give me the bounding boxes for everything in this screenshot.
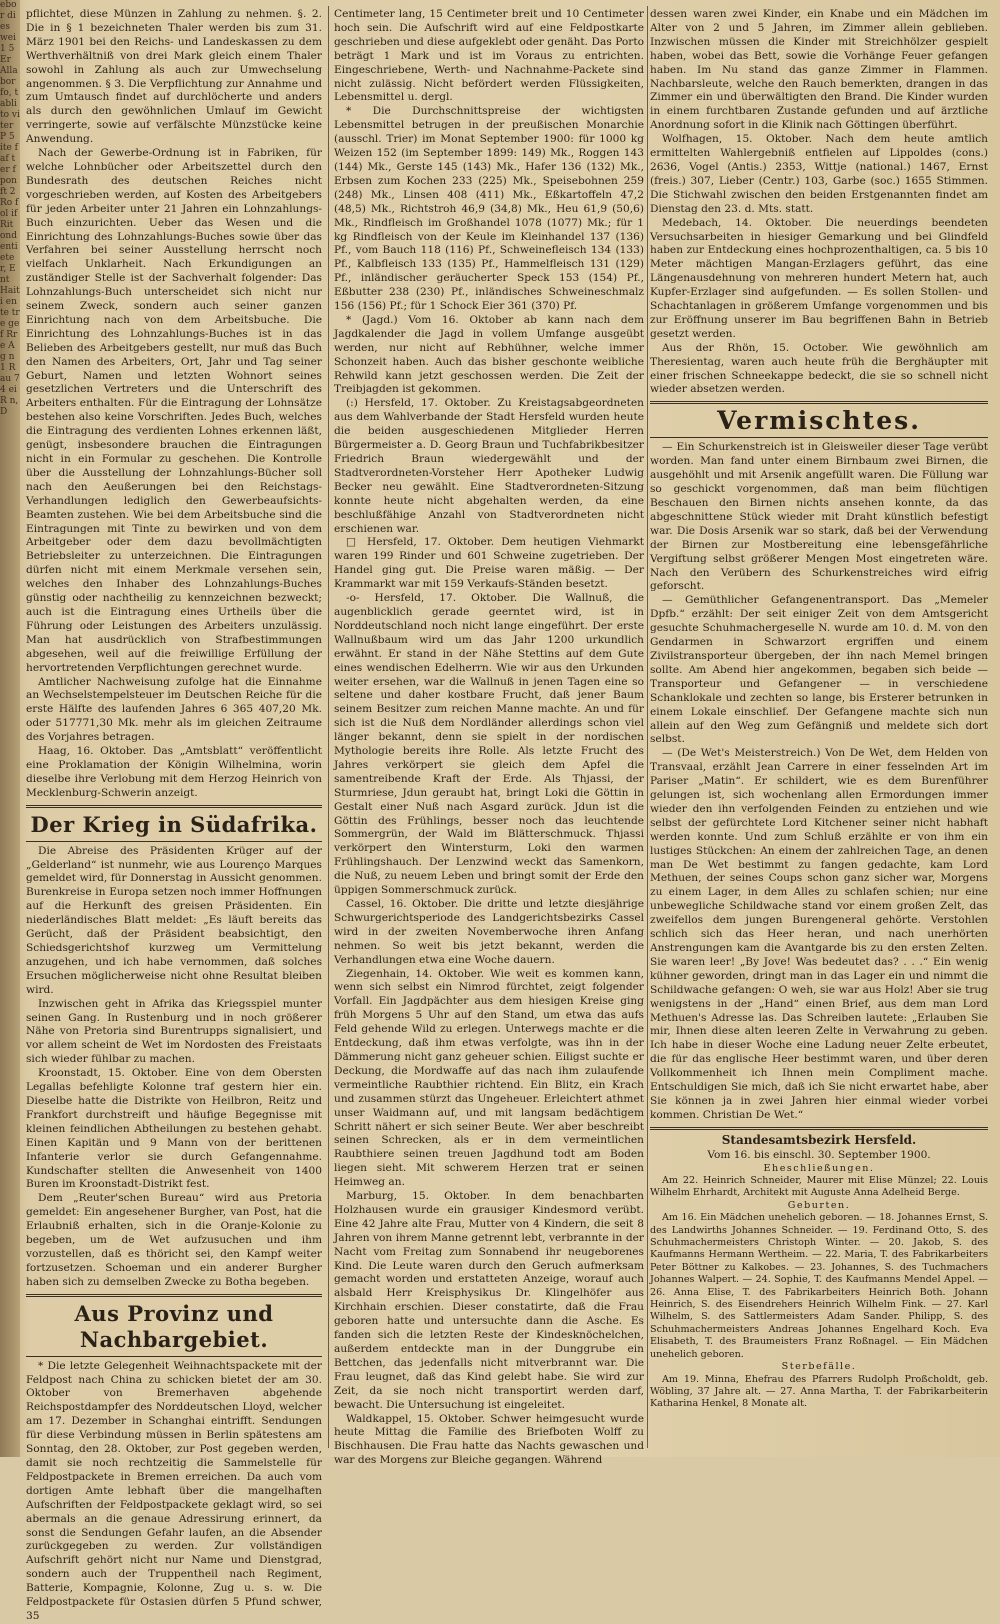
column-3 bbox=[650, 8, 988, 1448]
article-paragraph: — Ein Schurkenstreich ist in Gleisweiler dieser Tage verübt worden. Man fand unter einem Birnbaum zwei Birnen, die ausgehöhlt und mit Arsenik angefüllt waren. Die Füllung war so geschickt vorgenommen, daß man beim flüchtigen Beschauen den Birnen nichts ansehen konnte, da das abgeschnittene Stück wieder mit Draht künstlich befestigt war. Die Dosis Arsenik war so stark, daß bei der Verwendung der Birnen zur Mostbereitung eine lebensgefährliche Vergiftung selbst größerer Mengen Most eingetreten wäre. Nach den Verübern des Schurkenstreiches wird eifrig geforscht. bbox=[650, 441, 988, 593]
article-paragraph: □ Hersfeld, 17. Oktober. Dem heutigen Viehmarkt waren 199 Rinder und 601 Schweine zugetrieben. Der Handel ging gut. Die Preise waren mäßig. — Der Krammarkt war mit 159 Verkaufs-Ständen besetzt. bbox=[334, 536, 644, 591]
article-paragraph: Dem „Reuter'schen Bureau“ wird aus Pretoria gemeldet: Ein angesehener Burgher, van Post, hat die Erlaubniß erhalten, sich in die Oranje-Kolonie zu begeben, um de Wet aufzusuchen und ihm vorzustellen, daß es thöricht sei, den Kampf weiter fortzusetzen. Schoeman und ein anderer Burgher haben sich zu demselben Zwecke zu Botha begeben. bbox=[26, 1192, 322, 1288]
article-paragraph: Wolfhagen, 15. Oktober. Nach dem heute amtlich ermittelten Wahlergebniß entfielen auf Lippoldes (cons.) 2636, Vogel (Antis.) 2353, Wittje (national.) 1467, Ernst (freis.) 307, Lieber (Centr.) 103, Garbe (soc.) 1655 Stimmen. Die Stichwahl zwischen den beiden Erstgenannten findet am Dienstag den 23. d. Mts. statt. bbox=[650, 133, 988, 215]
article-paragraph: (:) Hersfeld, 17. Oktober. Zu Kreistagsabgeordneten aus dem Wahlverbande der Stadt Hersfeld wurden heute die beiden ausgeschiedenen Mitglieder Herren Bürgermeister a. D. Georg Braun und Tuchfabrikbesitzer Friedrich Braun wiedergewählt und der Stadtverordneten-Vorsteher Herr Apotheker Ludwig Becker neu gewählt. Eine Stadtverordneten-Sitzung konnte heute nicht abgehalten werden, da eine beschlußfähige Anzahl von Stadtverordneten nicht erschienen war. bbox=[334, 397, 644, 535]
register-date: Vom 16. bis einschl. 30. September 1900. bbox=[707, 1148, 931, 1161]
column-rule-2 bbox=[647, 6, 648, 1448]
section-divider bbox=[650, 401, 988, 404]
column-1 bbox=[26, 8, 322, 1622]
article-paragraph: Waldkappel, 15. Oktober. Schwer heimgesucht wurde heute Mittag die Familie des Briefboten Wolff zu Bischhausen. Die Frau hatte das Nachts gewaschen und war des Morgens zur Bleiche gegangen. Während bbox=[334, 1412, 644, 1467]
article-paragraph: Marburg, 15. Oktober. In dem benachbarten Holzhausen wurde ein grausiger Kindesmord verübt. Eine 42 Jahre alte Frau, Mutter von 4 Kindern, die seit 8 Jahren von ihrem Manne getrennt lebt, verbrannte in der Nacht vom Freitag zum Sonnabend ihr neugeborenes Kind. Die Leute waren durch den Geruch aufmerksam gemacht worden und erstatteten Anzeige, worauf auch alsbald Herr Kreisphysikus Dr. Klingelhöfer aus Kirchhain erschien. Dieser constatirte, daß die Frau geboren hatte und untersuchte dann die Asche. Es fanden sich die letzten Reste der Kindesknöchelchen, außerdem entdeckte man in der Dunggrube ein Bettchen, das jedenfalls nicht mitverbrannt war. Die Frau leugnet, daß das Kind gelebt habe. Sie wird zur Zeit, da sie noch nicht transportirt werden darf, bewacht. Die Untersuchung ist eingeleitet. bbox=[334, 1190, 644, 1411]
article-paragraph: * (Jagd.) Vom 16. Oktober ab kann nach dem Jagdkalender die Jagd in vollem Umfange ausgeübt werden, nur nicht auf Rebhühner, welche immer Schonzeit haben. Auch das bisher geschonte weibliche Rehwild kann jetzt geschossen werden. Die Zeit der Treibjagden ist gekommen. bbox=[334, 313, 644, 396]
section-divider bbox=[26, 1356, 322, 1357]
article-paragraph: Nach der Gewerbe-Ordnung ist in Fabriken, für welche Lohnbücher oder Arbeitszettel durch den Bundesrath des deutschen Reiches nicht vorgeschrieben werden, auf Kosten des Arbeitgebers für jeden Arbeiter unter 21 Jahren ein Lohnzahlungs-Buch einzurichten. Ueber das Wesen und die Einrichtung des Lohnzahlungs-Buches sowie über das Verfahren bei seiner Ausstellung herrscht noch vielfach Unklarheit. Nach Erkundigungen an zuständiger Stelle ist der Sachverhalt folgender: Das Lohnzahlungs-Buch unterscheidet sich nicht nur seinem Zweck, sondern auch seiner ganzen Einrichtung nach von dem Arbeitsbuche. Die Einrichtung des Lohnzahlungs-Buches ist in das Belieben des Arbeitgebers gestellt, nur muß das Buch den Namen des Arbeiters, Ort, Jahr und Tag seiner Geburt, Namen und letzten Wohnort seines gesetzlichen Vertreters und die Unterschrift des Arbeiters enthalten. Für die Eintragung der Lohnsätze bestehen also keine Vorschriften. Jedes Buch, welches die Eintragung des verdienten Lohnes erkennen läßt, genügt, insbesondere brauchen die Eintragungen nicht in ein Formular zu geschehen. Die Kontrolle über die Ausstellung der Lohnzahlungs-Bücher soll nach den Aeußerungen bei den Reichstags-Verhandlungen lediglich den Gewerbeaufsichts-Beamten zustehen. Wie bei dem Arbeitsbuche sind die Eintragungen mit Tinte zu bewirken und von dem Arbeitgeber oder dem dazu bevollmächtigten Betriebsleiter zu unterzeichnen. Die Eintragungen dürfen nicht mit einem Merkmale versehen sein, welches den Inhaber des Lohnzahlungs-Buches günstig oder nachtheilig zu kennzeichnen bezweckt; auch ist die Eintragung eines Urtheils über die Führung oder Leistungen des Arbeiters unzulässig. Man hat ausdrücklich von Strafbestimmungen abgesehen, weil auf die freiwillige Erfüllung der hervortretenden Verpflichtungen gerechnet wurde. bbox=[26, 147, 322, 674]
article-paragraph: Inzwischen geht in Afrika das Kriegsspiel munter seinen Gang. In Rustenburg und in noch größerer Nähe von Pretoria sind Burentrupps signalisiert, und vor allem scheint de Wet im Nordosten des Freistaats sich wieder fühlbar zu machen. bbox=[26, 997, 322, 1066]
section-heading-war-south-africa: Der Krieg in Südafrika. bbox=[30, 811, 318, 837]
left-margin-gutter: ebor dies wei 1 5 Er Alla bor fo, tabli to vi ter P 5 ite f af ter f pon ft 2 Ro fol if Rit ond enti eter, Ent Haiti ente tre gef Rr e Ag n 1 Rau 7 4 ei R n, D bbox=[0, 0, 20, 1457]
column-2 bbox=[334, 8, 644, 1467]
section-divider bbox=[26, 805, 322, 808]
column-rule-1 bbox=[328, 6, 329, 1448]
article-paragraph: Centimeter lang, 15 Centimeter breit und 10 Centimeter hoch sein. Die Aufschrift wird auf eine Feldpostkarte geschrieben und diese aufgeklebt oder genäht. Das Porto beträgt 1 Mark und ist im Voraus zu entrichten. Eingeschriebene, Werth- und Nachnahme-Packete sind nicht zulässig. Nicht befördert werden Flüssigkeiten, Lebensmittel u. dergl. bbox=[334, 8, 644, 104]
article-paragraph: Medebach, 14. Oktober. Die neuerdings beendeten Versuchsarbeiten in hiesiger Gemarkung und bei Glindfeld haben zur Entdeckung eines hochprozenthaltigen, ca. 5 bis 10 Meter mächtigen Mangan-Erzlagers geführt, das eine Längenausdehnung von mehreren hundert Metern hat, auch Kupfer-Erzlager sind aufgefunden. — Es sollen Stollen- und Schachtanlagen in größerem Umfange vorgenommen und bis zur Eröffnung unserer im Bau begriffenen Bahn in Betrieb gesetzt werden. bbox=[650, 216, 988, 340]
register-births-title: Geburten. bbox=[787, 1199, 851, 1211]
article-paragraph: Cassel, 16. Oktober. Die dritte und letzte diesjährige Schwurgerichtsperiode des Landgerichtsbezirks Cassel wird in der zweiten Novemberwoche ihren Anfang nehmen. So weit bis jetzt bekannt, werden die Verhandlungen etwa eine Woche dauern. bbox=[334, 898, 644, 966]
article-paragraph: * Die Durchschnittspreise der wichtigsten Lebensmittel betrugen in der preußischen Monarchie (ausschl. Trier) im Monat September 1900: für 1000 kg Weizen 152 (im September 1899: 149) Mk., Roggen 143 (144) Mk., Gerste 145 (143) Mk., Hafer 136 (132) Mk., Erbsen zum Kochen 233 (225) Mk., Speisebohnen 259 (248) Mk., Linsen 408 (411) Mk., Eßkartoffeln 47,2 (48,5) Mk., Richtstroh 46,9 (34,8) Mk., Heu 61,9 (50,6) Mk., Rindfleisch im Großhandel 1078 (1077) Mk.; für 1 kg Rindfleisch von der Keule im Kleinhandel 137 (136) Pf., vom Bauch 118 (116) Pf., Schweinefleisch 134 (133) Pf., Kalbfleisch 133 (135) Pf., Hammelfleisch 131 (129) Pf., inländischer geräucherter Speck 153 (154) Pf., Eßbutter 238 (230) Pf., inländisches Schweineschmalz 156 (156) Pf.; für 1 Schock Eier 361 (370) Pf. bbox=[334, 105, 644, 313]
article-paragraph: Aus der Rhön, 15. October. Wie gewöhnlich am Theresientag, waren auch heute früh die Berghäupter mit einer frischen Schneekappe bedeckt, die sie so schnell nicht wieder absetzen werden. bbox=[650, 341, 988, 396]
article-paragraph: — Gemüthlicher Gefangenentransport. Das „Memeler Dpfb.“ erzählt: Der seit einiger Zeit von dem Amtsgericht gesuchte Schuhmachergeselle N. wurde am 10. d. M. von den Gendarmen in Schwarzort ergriffen und einem Zivilstransporteur übergeben, der ihn nach Memel bringen sollte. Am Abend hier angekommen, begaben sich beide — Transporteur und Gefangener — in verschiedene Schanklokale und zechten so lange, bis Ersterer betrunken in einem Lokale einschlief. Der Gefangene machte sich nun allein auf den Weg zum Gefängniß und meldete sich dort selbst. bbox=[650, 594, 988, 746]
article-paragraph: * Die letzte Gelegenheit Weihnachtspackete mit der Feldpost nach China zu schicken bietet der am 30. Oktober von Bremerhaven abgehende Reichspostdampfer des Norddeutschen Lloyd, welcher am 17. Dezember in Schanghai eintrifft. Sendungen für diese Verbindung müssen in Berlin spätestens am Sonntag, den 28. Oktober, zur Post gegeben werden, damit sie noch rechtzeitig die Sammelstelle für Feldpostpackete in Bremen erreichen. Da auch vom dortigen Amte lebhaft über die mangelhaften Aufschriften der Feldpostpackete geklagt wird, so sei abermals an die genaue Adressirung erinnert, da sonst die Sendungen Gefahr laufen, an die Absender zurückgegeben zu werden. Zur vollständigen Aufschrift gehört nicht nur Name und Dienstgrad, sondern auch der Truppentheil nach Regiment, Batterie, Kompagnie, Kolonne, Zug u. s. w. Die Feldpostpackete für Ostasien dürfen 5 Pfund schwer, 35 bbox=[26, 1359, 322, 1622]
article-paragraph: — (De Wet's Meisterstreich.) Von De Wet, dem Helden von Transvaal, erzählt Jean Carrere in einer fesselnden Art im Pariser „Matin“. Er schildert, wie es dem Burenführer gelungen ist, sich wochenlang allen Ermordungen immer wieder den ihn verfolgenden Feinden zu entziehen und wie selbst der gefürchtete Lord Kitchener seiner nicht habhaft werden konnte. Und zum Schluß erzählte er von ihm ein lustiges Stückchen: An einem der zahlreichen Tage, an denen man De Wet bestimmt zu fangen gedachte, kam Lord Methuen, der seines Coups schon ganz sicher war, Morgens zu einem Lager, in dem Alles zu schlafen schien; nur eine unbewegliche Schildwache stand vor einem großen Zelt, das zweifellos dem jungen Burengeneral gehörte. Verstohlen schlich sich das Heer heran, und nach unerhörten Anstrengungen kam die Avantgarde bis zu den ersten Zelten. Sie waren leer! „By Jove! Was bedeutet das? . . .“ Ein wenig kühner geworden, dringt man in das Lager ein und nimmt die Schildwache gefangen: O weh, sie war aus Holz! Aber sie trug wenigstens in der „Hand“ einen Brief, aus dem man Lord Methuen's Adresse las. Das Schreiben lautete: „Erlauben Sie mir, Ihnen diese alten leeren Zelte in Verwahrung zu geben. Ich habe in dieser Woche eine Ladung neuer Zelte erbeutet, die für das englische Heer bestimmt waren, und über deren Vollkommenheit ich Ihnen mein Compliment mache. Entschuldigen Sie mich, daß ich Sie nicht erwartet habe, aber Sie können ja in zwei Jahren hier einmal wieder vorbei kommen. Christian De Wet.“ bbox=[650, 747, 988, 1121]
article-paragraph: Die Abreise des Präsidenten Krüger auf der „Gelderland“ ist nunmehr, wie aus Lourenço Marques gemeldet wird, für Donnerstag in Aussicht genommen. Burenkreise in Europa setzen noch immer Hoffnungen auf die Herkunft des greisen Präsidenten. Ein niederländisches Blatt meldet: „Es läuft bereits das Gerücht, daß der Präsident beabsichtigt, den Schiedsgerichtshof kurzweg um Vermittelung anzugehen, und ich habe vernommen, daß solches Ersuchen möglicherweise nicht ohne Resultat bleiben wird. bbox=[26, 844, 322, 996]
section-divider bbox=[26, 1294, 322, 1297]
section-heading-province: Aus Provinz und Nachbargebiet. bbox=[74, 1300, 274, 1352]
register-deaths: Am 19. Minna, Ehefrau des Pfarrers Rudolph Proßcholdt, geb. Wöbling, 37 Jahre alt. — 27. Anna Martha, T. der Fabrikarbeiterin Katharina Henkel, 8 Monate alt. bbox=[650, 1373, 988, 1410]
register-births: Am 16. Ein Mädchen unehelich geboren. — 18. Johannes Ernst, S. des Landwirths Johannes Schneider. — 19. Ferdinand Otto, S. des Schuhmachermeisters Christoph Winter. — 20. Jakob, S. des Kaufmanns Hermann Wertheim. — 22. Maria, T. des Fabrikarbeiters Peter Böttner zu Kalkobes. — 23. Johannes, S. des Tuchmachers Johannes Walpert. — 24. Sophie, T. des Kaufmanns Mendel Appel. — 26. Anna Elise, T. des Fabrikarbeiters Heinrich Both. Johann Heinrich, S. des Eisendrehers Heinrich Wilhelm Fink. — 27. Karl Wilhelm, S. des Sattlermeisters Adam Sander. Philipp, S. des Schuhmachermeisters Andreas Johannes Engelhard Koch. Eva Elisabeth, T. des Braumeisters Franz Roßnagel. — Ein Mädchen unehelich geboren. bbox=[650, 1212, 988, 1360]
article-paragraph: Ziegenhain, 14. Oktober. Wie weit es kommen kann, wenn sich selbst ein Nimrod fürchtet, zeigt folgender Vorfall. Ein Jagdpächter aus dem hiesigen Kreise ging früh Morgens 5 Uhr auf den Stand, um etwa das aufs Feld gehende Wild zu erlegen. Unterwegs machte er die Entdeckung, daß ihm etwas verfolgte, was ihn in der Dämmerung nicht ganz geheuer schien. Eiligst suchte er Deckung, die Mordwaffe auf das nach ihm zulaufende vermeintliche Raubthier richtend. Ein Blitz, ein Krach und zusammen stürzt das Ungeheuer. Erleichtert athmet unser Waidmann auf, und mit langsam bedächtigem Schritt nähert er sich seiner Beute. Wer aber beschreibt seinen Schrecken, als er in dem vermeintlichen Raubthiere seinen treuen Jagdhund todt am Boden liegen sieht. Mit schwerem Herzen trat er seinen Heimweg an. bbox=[334, 967, 644, 1189]
register-title: Standesamtsbezirk Hersfeld. bbox=[721, 1132, 917, 1147]
section-divider bbox=[650, 437, 988, 438]
article-paragraph: -o- Hersfeld, 17. Oktober. Die Wallnuß, die augenblicklich gerade geerntet wird, ist in Norddeutschland noch nicht lange eingeführt. Der erste Wallnußbaum wird um das Jahr 1200 urkundlich erwähnt. Er stand in der Nähe Stettins auf dem Gute eines wendischen Edelherrn. Wie wir aus den Urkunden weiter ersehen, war die Wallnuß in jenen Tagen eine so seltene und daher kostbare Frucht, daß jener Baum seinem Besitzer zum reichen Manne machte. An und für sich ist die Nuß dem Nordländer allerdings schon viel länger bekannt, denn sie spielt in der nordischen Mythologie bereits ihre Rolle. Als letzte Frucht des Jahres verkörpert sie gleich dem Apfel die samentreibende Kraft der Erde. Als Thjassi, der Sturmriese, Jdun geraubt hat, bringt Loki die Göttin in Gestalt einer Nuß nach Asgard zurück. Jdun ist die Göttin des Frühlings, besser noch das leuchtende Sommergrün, der Wald im Blätterschmuck. Thjassi verkörpert den Wintersturm, Loki den warmen Frühlingshauch. Der Lenzwind weckt das Samenkorn, die Nuß, zu neuem Leben und bringt somit der Erde den üppigen Sommerschmuck zurück. bbox=[334, 592, 644, 897]
section-divider bbox=[650, 1127, 988, 1130]
article-paragraph: Amtlicher Nachweisung zufolge hat die Einnahme an Wechselstempelsteuer im Deutschen Reiche für die erste Hälfte des laufenden Jahres 6 365 407,20 Mk. oder 517771,30 Mk. mehr als im gleichen Zeitraume des Vorjahres betragen. bbox=[26, 675, 322, 744]
article-paragraph: Kroonstadt, 15. Oktober. Eine von dem Obersten Legallas befehligte Kolonne traf gestern hier ein. Dieselbe hatte die Distrikte von Heilbron, Reitz und Frankfort durchstreift und häufige Begegnisse mit kleinen feindlichen Abtheilungen zu bestehen gehabt. Einen Kapitän und 9 Mann von der berittenen Infanterie verlor sie durch Gefangennahme. Kundschafter stellten die Anwesenheit von 1400 Buren im Kroonstadt-Distrikt fest. bbox=[26, 1067, 322, 1191]
article-paragraph: Haag, 16. Oktober. Das „Amtsblatt“ veröffentlicht eine Proklamation der Königin Wilhelmina, worin dieselbe ihre Verlobung mit dem Herzog Heinrich von Mecklenburg-Schwerin anzeigt. bbox=[26, 745, 322, 799]
article-paragraph: dessen waren zwei Kinder, ein Knabe und ein Mädchen im Alter von 2 und 5 Jahren, im Zimmer allein geblieben. Inzwischen müssen die Kinder mit Streichhölzer gespielt haben, wobei das Bett, sowie die Vorhänge Feuer gefangen haben. Im Nu stand das ganze Zimmer in Flammen. Nachbarsleute, welche den Rauch bemerkten, drangen in das Zimmer ein und überwältigten den Brand. Die Kinder wurden in einem furchtbaren Zustande gefunden und auf ärztliche Anordnung sofort in die Klinik nach Göttingen überführt. bbox=[650, 8, 988, 132]
register-marriages-title: Eheschließungen. bbox=[763, 1162, 875, 1174]
register-deaths-title: Sterbefälle. bbox=[781, 1361, 857, 1373]
section-divider bbox=[26, 841, 322, 842]
section-heading-miscellaneous: Vermischtes. bbox=[717, 406, 921, 436]
register-marriages: Am 22. Heinrich Schneider, Maurer mit Elise Münzel; 22. Louis Wilhelm Ehrhardt, Architekt mit Auguste Anna Adelheid Berge. bbox=[650, 1175, 988, 1199]
article-paragraph: pflichtet, diese Münzen in Zahlung zu nehmen. §. 2. Die in § 1 bezeichneten Thaler werden bis zum 31. März 1901 bei den Reichs- und Landeskassen zu dem Werthverhältniß von drei Mark gleich einem Thaler sowohl in Zahlung als auch zur Umwechselung angenommen. § 3. Die Verpflichtung zur Annahme und zum Umtausch findet auf durchlöcherte und anders als durch den gewöhnlichen Umlauf im Gewicht verringerte, sowie auf verfälschte Münzstücke keine Anwendung. bbox=[26, 8, 322, 146]
